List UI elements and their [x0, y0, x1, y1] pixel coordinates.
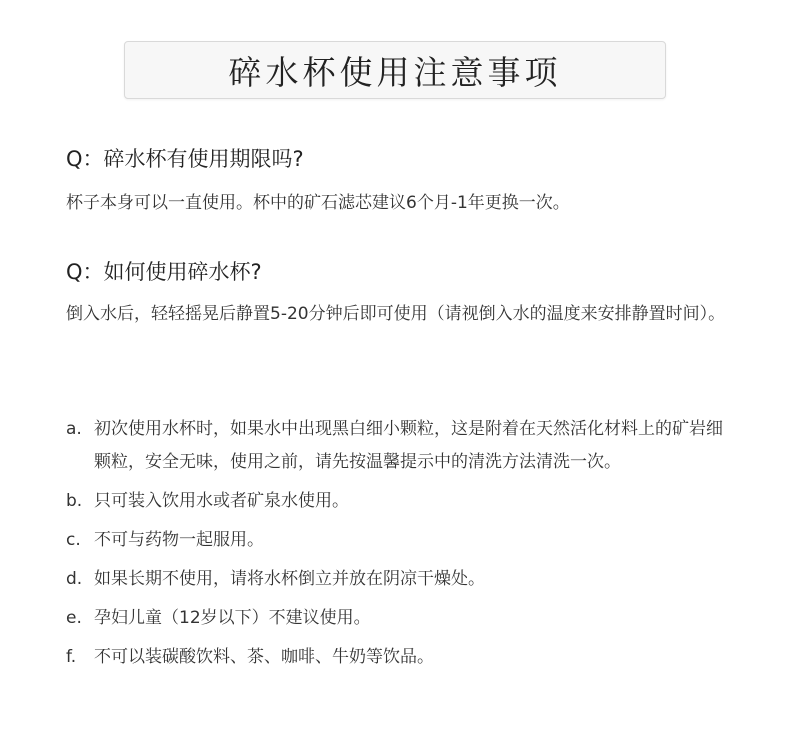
note-marker: d. — [66, 569, 83, 589]
note-item-b — [66, 485, 731, 518]
faq-question-1: Q：碎水杯有使用期限吗? — [66, 147, 304, 171]
notes-list — [66, 413, 731, 680]
title-box — [124, 41, 666, 99]
note-text: 不可与药物一起服用。 — [94, 530, 264, 550]
note-text: 不可以装碳酸饮料、茶、咖啡、牛奶等饮品。 — [94, 647, 434, 667]
faq-answer-2: 倒入水后，轻轻摇晃后静置5-20分钟后即可使用（请视倒入水的温度来安排静置时间）。 — [66, 304, 726, 324]
note-marker: b. — [66, 491, 83, 511]
faq-question-2: Q：如何使用碎水杯? — [66, 260, 262, 284]
note-item-d — [66, 563, 731, 596]
note-item-a — [66, 413, 731, 479]
note-text: 初次使用水杯时，如果水中出现黑白细小颗粒，这是附着在天然活化材料上的矿岩细颗粒，安全无味，使用之前，请先按温馨提示中的清洗方法清洗一次。 — [94, 419, 723, 472]
note-item-c — [66, 524, 731, 557]
note-text: 只可装入饮用水或者矿泉水使用。 — [94, 491, 349, 511]
faq-answer-1: 杯子本身可以一直使用。杯中的矿石滤芯建议6个月-1年更换一次。 — [66, 193, 570, 213]
note-text: 如果长期不使用，请将水杯倒立并放在阴凉干燥处。 — [94, 569, 485, 589]
note-marker: a. — [66, 419, 82, 439]
note-marker: c. — [66, 530, 81, 550]
note-marker: e. — [66, 608, 82, 628]
note-item-f — [66, 641, 731, 674]
note-item-e — [66, 602, 731, 635]
note-marker: f. — [66, 647, 77, 667]
page-title: 碎水杯使用注意事项 — [228, 52, 562, 92]
note-text: 孕妇儿童（12岁以下）不建议使用。 — [94, 608, 371, 628]
